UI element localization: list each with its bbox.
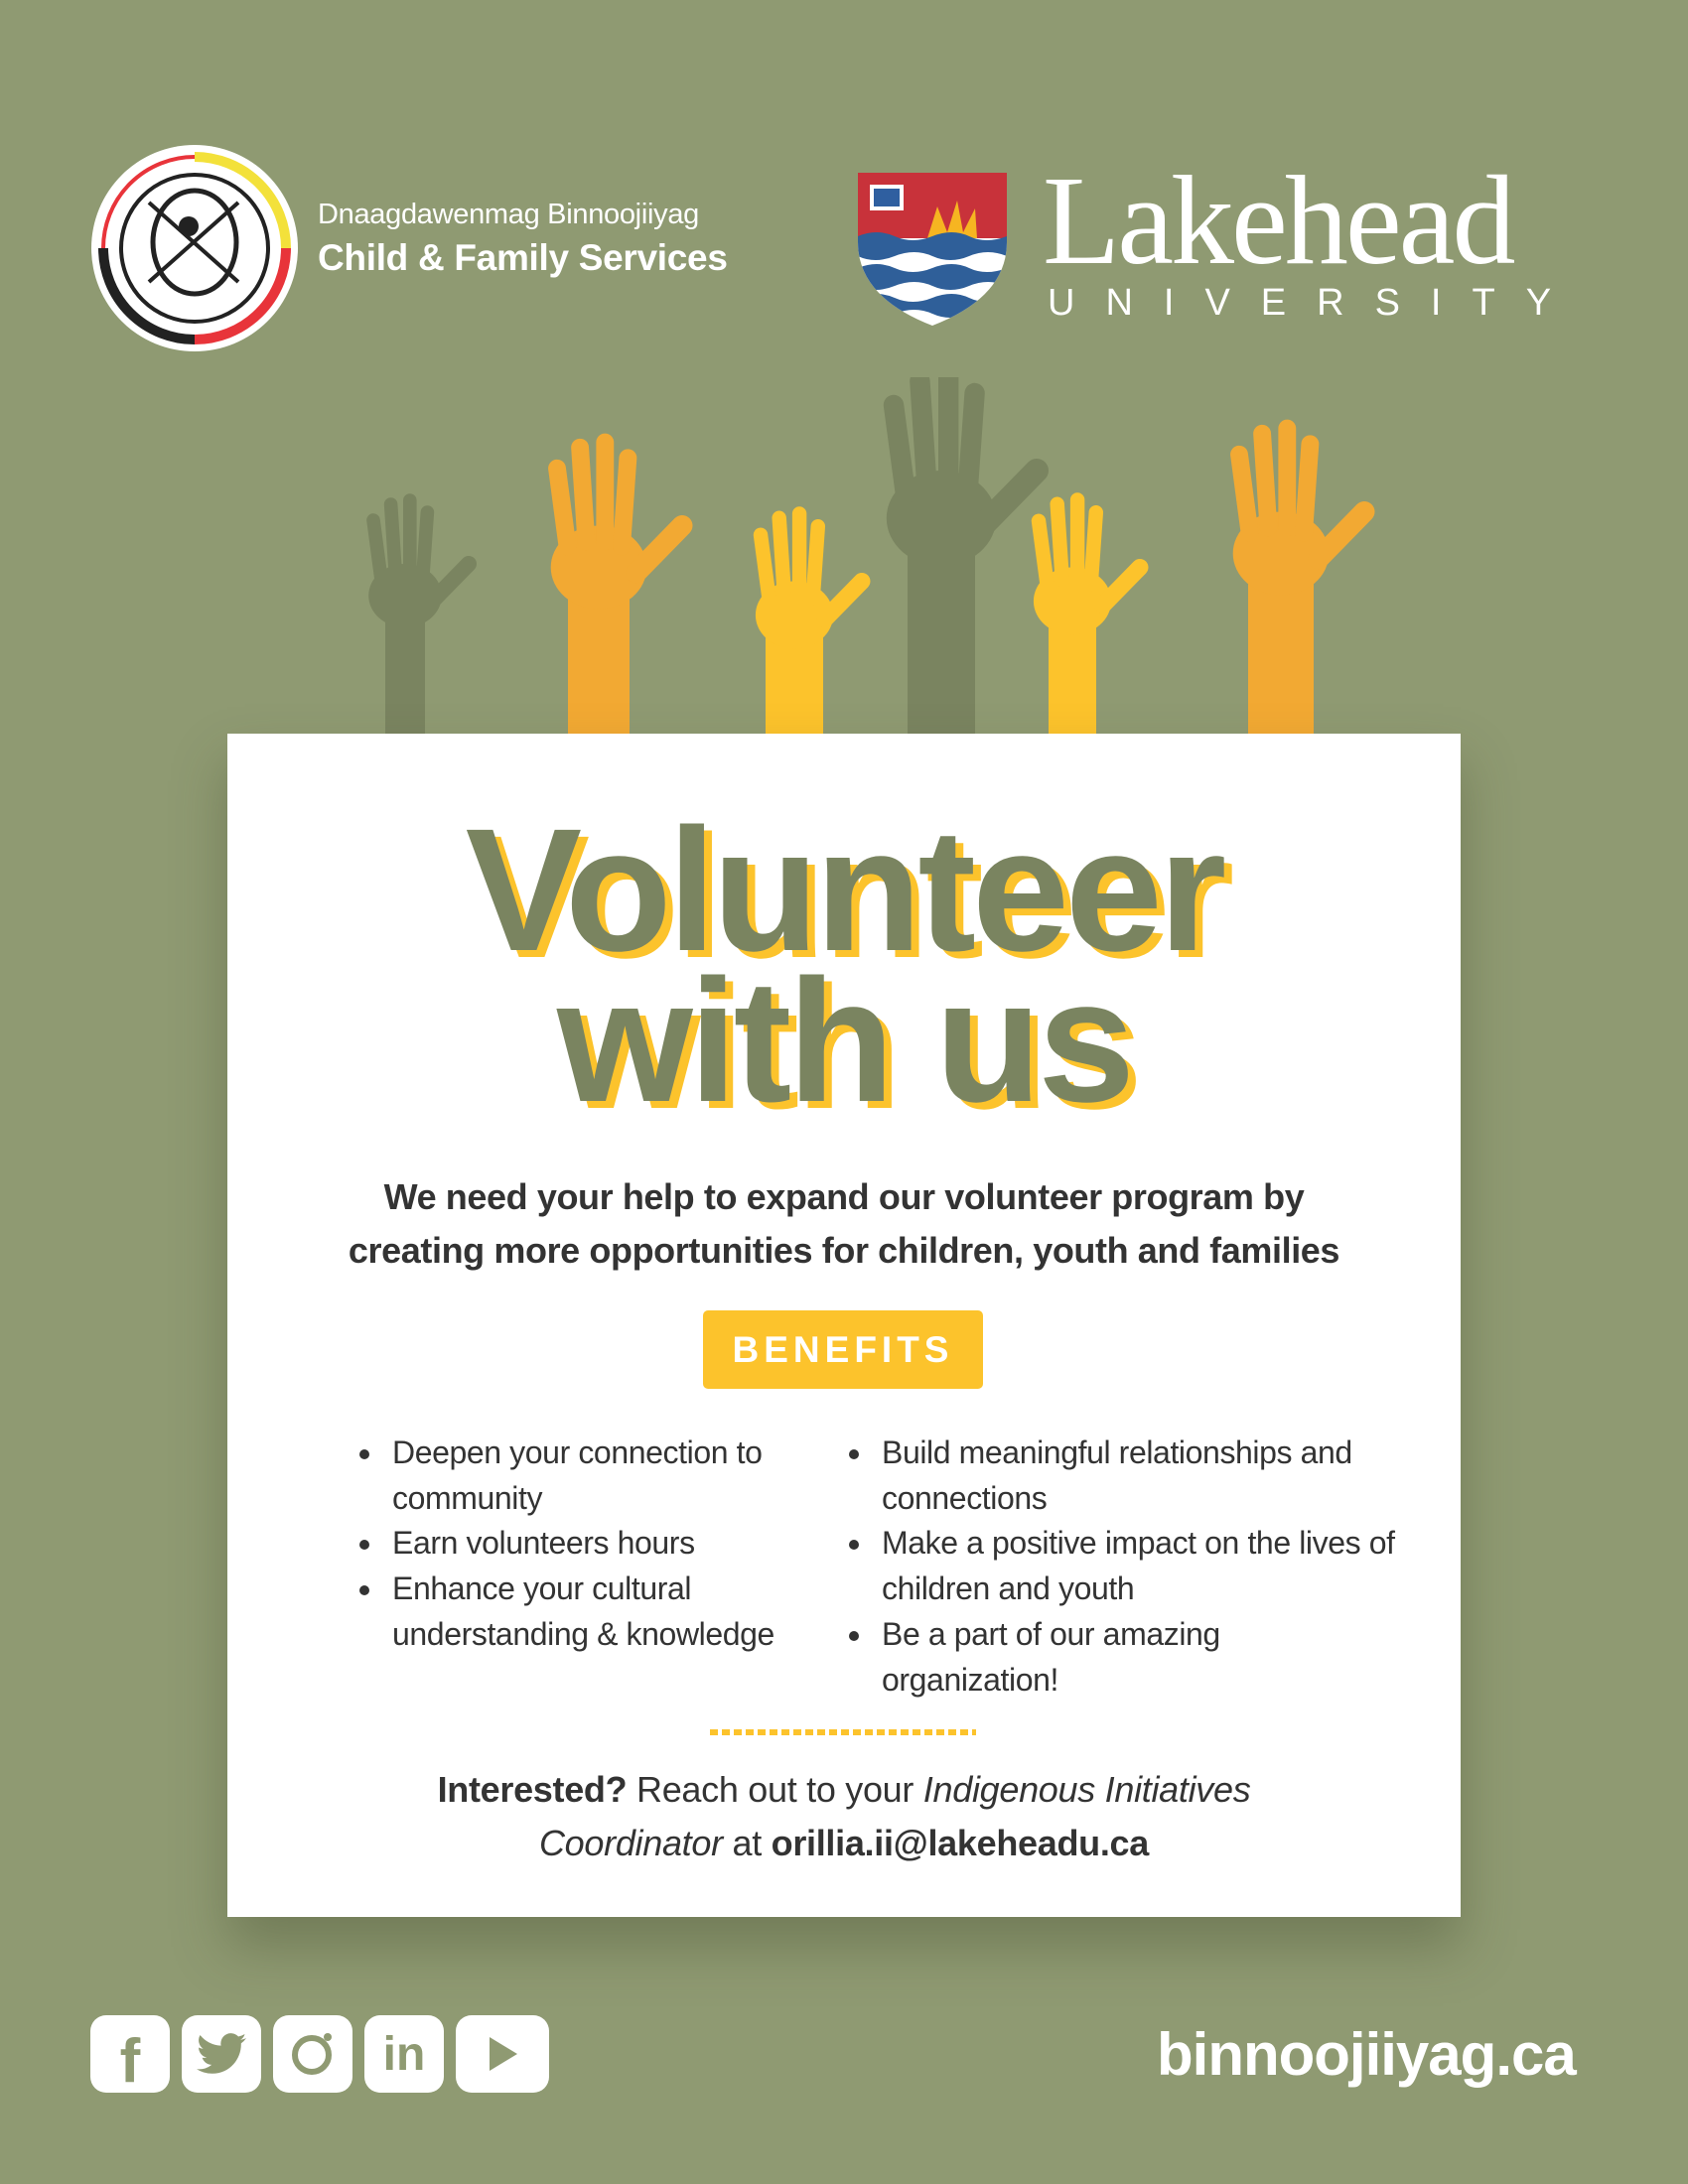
contact-text-2: at: [722, 1823, 772, 1863]
benefits-badge: BENEFITS: [703, 1310, 983, 1389]
twitter-icon[interactable]: [182, 2015, 261, 2093]
lakehead-name: Lakehead: [1043, 150, 1513, 291]
cfs-name-line2: Child & Family Services: [318, 237, 728, 278]
title-line2: with us: [556, 944, 1132, 1139]
contact-info: [227, 1763, 1461, 1870]
cfs-name: [318, 199, 728, 279]
list-item: Deepen your connection to community: [392, 1431, 829, 1521]
contact-lead: Interested?: [437, 1769, 628, 1810]
cfs-logo: [89, 143, 300, 353]
youtube-icon[interactable]: [456, 2015, 549, 2093]
website-link[interactable]: binnoojiiyag.ca: [1157, 2021, 1576, 2088]
cfs-name-line1: Dnaagdawenmag Binnoojiiyag: [318, 199, 699, 230]
social-links: [90, 2015, 549, 2096]
list-item: Enhance your cultural understanding & knowledge: [392, 1567, 829, 1657]
volunteer-card: [227, 734, 1461, 1917]
lakehead-shield-logo: [858, 173, 1007, 326]
linkedin-icon[interactable]: in: [364, 2015, 444, 2093]
subtitle: [227, 1170, 1461, 1278]
lakehead-university-label: UNIVERSITY: [1048, 282, 1583, 324]
subtitle-line1: We need your help to expand our volunteer program by: [383, 1176, 1305, 1217]
hand-icon: [1233, 429, 1364, 736]
dotted-divider: [710, 1729, 976, 1735]
benefits-list-left: [392, 1431, 829, 1658]
raised-hands-illustration: [298, 377, 1410, 735]
subtitle-line2: creating more opportunities for children, youth and families: [348, 1230, 1340, 1271]
list-item: Be a part of our amazing organization!: [882, 1612, 1398, 1703]
title-line1: Volunteer: [465, 793, 1223, 988]
facebook-icon[interactable]: f: [90, 2015, 170, 2093]
hand-icon: [756, 514, 862, 736]
list-item: Build meaningful relationships and connections: [882, 1431, 1398, 1521]
hand-icon: [551, 443, 682, 736]
list-item: Earn volunteers hours: [392, 1521, 829, 1567]
instagram-icon[interactable]: [273, 2015, 352, 2093]
hand-icon: [887, 377, 1037, 735]
contact-role: Indigenous Initiatives: [922, 1769, 1251, 1810]
contact-text: Reach out to your: [627, 1769, 923, 1810]
contact-email-link[interactable]: orillia.ii@lakeheadu.ca: [771, 1823, 1149, 1863]
hand-icon: [368, 500, 469, 735]
hand-icon: [1034, 500, 1140, 736]
benefits-list-right: [882, 1431, 1398, 1703]
contact-role-2: Coordinator: [538, 1823, 723, 1863]
list-item: Make a positive impact on the lives of children and youth: [882, 1521, 1398, 1611]
